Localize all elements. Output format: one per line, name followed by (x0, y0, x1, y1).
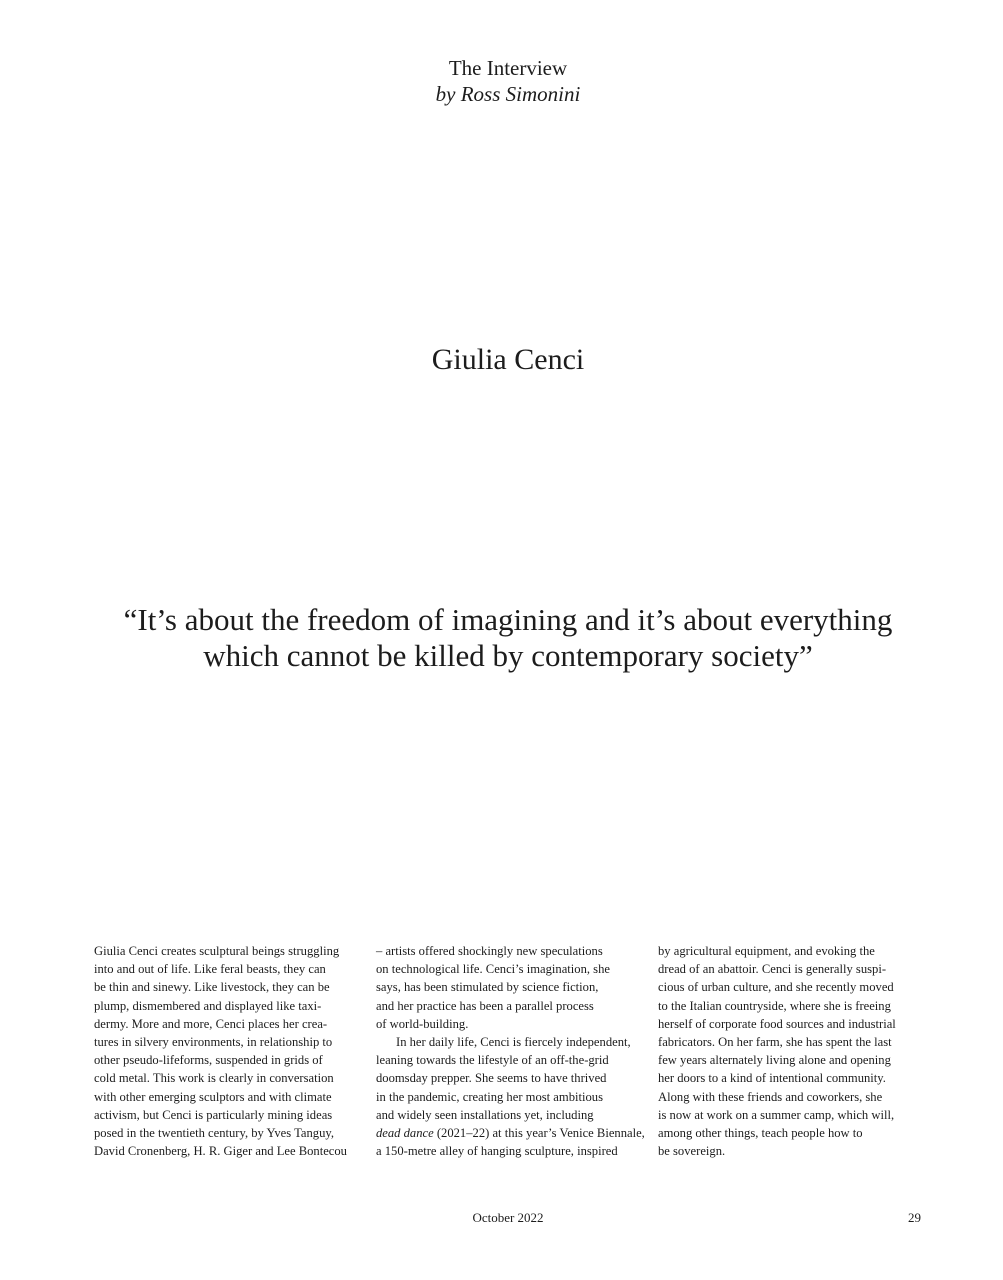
body-column-3 (658, 942, 928, 1160)
body-line: Giulia Cenci creates sculptural beings struggling (94, 944, 340, 958)
body-line: be thin and sinewy. Like livestock, they can be (94, 980, 330, 995)
body-line: activism, but Cenci is particularly mining ideas (94, 1107, 333, 1122)
body-line: among other things, teach people how to (658, 1126, 863, 1141)
body-line: and her practice has been a parallel process (376, 998, 594, 1013)
body-line: David Cronenberg, H. R. Giger and Lee Bontecou (94, 1144, 347, 1159)
body-line: cious of urban culture, and she recently moved (658, 980, 894, 995)
body-line: posed in the twentieth century, by Yves Tanguy, (94, 1126, 334, 1141)
body-line: tures in silvery environments, in relationship to (94, 1035, 333, 1050)
article-title: Giulia Cenci (431, 343, 585, 376)
body-column-2 (376, 942, 646, 1160)
page-number: 29 (908, 1210, 921, 1225)
section-title: The Interview (448, 56, 568, 80)
body-line: fabricators. On her farm, she has spent the last (658, 1035, 892, 1050)
body-line-work-title (376, 1124, 646, 1142)
body-line: into and out of life. Like feral beasts, they can (94, 962, 326, 977)
body-line: leaning towards the lifestyle of an off-the-grid (376, 1053, 609, 1068)
footer-date: October 2022 (472, 1210, 544, 1225)
body-line: dermy. More and more, Cenci places her crea- (94, 1016, 328, 1031)
body-line: plump, dismembered and displayed like taxi- (94, 998, 322, 1013)
body-line: says, has been stimulated by science fiction, (376, 980, 599, 995)
body-line: Along with these friends and coworkers, she (658, 1089, 883, 1104)
body-line: to the Italian countryside, where she is freeing (658, 998, 891, 1013)
body-line: of world-building. (376, 1016, 469, 1031)
body-line: by agricultural equipment, and evoking the (658, 944, 875, 958)
body-line: dread of an abattoir. Cenci is generally suspi- (658, 962, 887, 977)
work-title: dead dance (376, 1126, 434, 1141)
body-line: In her daily life, Cenci is fiercely independent, (396, 1035, 631, 1050)
body-line: doomsday prepper. She seems to have thrived (376, 1071, 607, 1086)
body-column-1 (94, 942, 364, 1160)
body-line: other pseudo-lifeforms, suspended in grids of (94, 1053, 323, 1068)
body-line: is now at work on a summer camp, which will, (658, 1107, 895, 1122)
page-header (0, 55, 1003, 107)
body-line: herself of corporate food sources and industrial (658, 1016, 896, 1031)
body-line: few years alternately living alone and opening (658, 1053, 891, 1068)
pull-quote-line: “It’s about the freedom of imagining and it’s about everything (123, 602, 893, 637)
pull-quote-line: which cannot be killed by contemporary society” (203, 638, 813, 673)
body-line: a 150-metre alley of hanging sculpture, inspired (376, 1144, 618, 1159)
body-line: be sovereign. (658, 1144, 726, 1159)
body-line: and widely seen installations yet, including (376, 1107, 594, 1122)
body-line: with other emerging sculptors and with climate (94, 1089, 332, 1104)
pull-quote (60, 602, 956, 674)
body-line: – artists offered shockingly new speculations (376, 944, 603, 958)
body-text: (2021–22) at this year’s Venice Biennale, (433, 1126, 645, 1141)
body-line: cold metal. This work is clearly in conversation (94, 1071, 334, 1086)
byline: by Ross Simonini (435, 82, 581, 106)
body-line: in the pandemic, creating her most ambitious (376, 1089, 603, 1104)
body-line: on technological life. Cenci’s imagination, she (376, 962, 610, 977)
body-line: her doors to a kind of intentional community. (658, 1071, 886, 1086)
